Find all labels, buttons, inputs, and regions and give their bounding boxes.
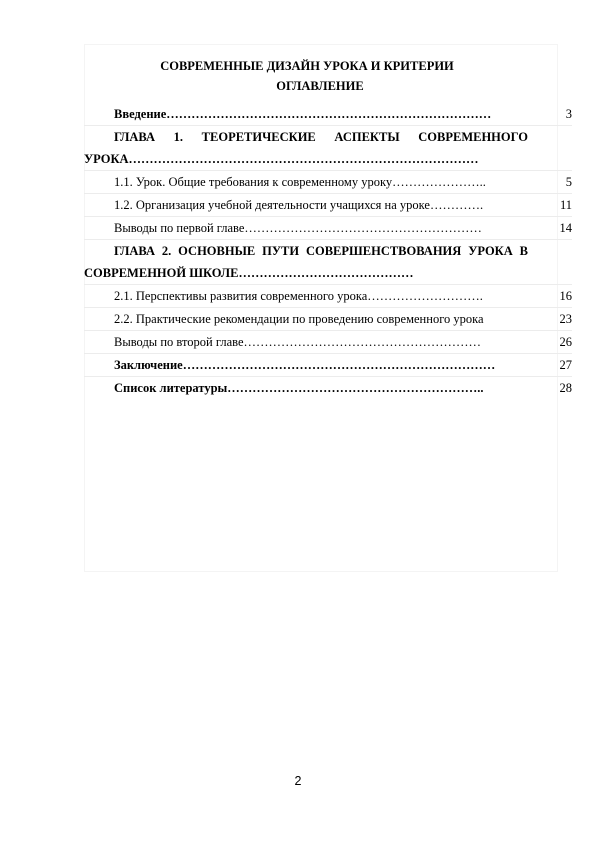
toc-row bbox=[84, 103, 572, 125]
title-line-1: СОВРЕМЕННЫЕ ДИЗАЙН УРОКА И КРИТЕРИИ bbox=[160, 59, 454, 73]
toc-page-number bbox=[528, 126, 572, 170]
toc-row bbox=[84, 307, 572, 330]
toc-entry-section-2-2[interactable]: 2.2. Практические рекомендации по проведению современного урока bbox=[114, 312, 484, 326]
toc-row bbox=[84, 330, 572, 353]
toc-row bbox=[84, 216, 572, 239]
toc-page-number: 11 bbox=[559, 198, 572, 212]
toc-entry-conclusions-1[interactable]: Выводы по первой главе………………………………………………… bbox=[114, 221, 482, 235]
toc-entry-conclusions-2[interactable]: Выводы по второй главе………………………………………………… bbox=[114, 335, 481, 349]
toc-entry-section-1-1[interactable]: 1.1. Урок. Общие требования к современному уроку………………….. bbox=[114, 175, 486, 189]
toc-page-number: 23 bbox=[559, 312, 572, 326]
toc-row bbox=[84, 170, 572, 193]
toc-entry-introduction[interactable]: Введение…………………………………………………………………… bbox=[114, 107, 492, 121]
toc-entry-chapter-2[interactable]: ГЛАВА 2. ОСНОВНЫЕ ПУТИ СОВЕРШЕНСТВОВАНИЯ УРОКА В СОВРЕМЕННОЙ ШКОЛЕ…………………………………… bbox=[84, 244, 528, 280]
toc-row bbox=[84, 239, 572, 284]
document-title bbox=[84, 56, 556, 96]
toc-page-number: 28 bbox=[559, 381, 572, 395]
toc-page-number: 5 bbox=[565, 175, 572, 189]
toc-page-number: 16 bbox=[559, 289, 572, 303]
toc-entry-chapter-1[interactable]: ГЛАВА 1. ТЕОРЕТИЧЕСКИЕ АСПЕКТЫ СОВРЕМЕННОГО УРОКА………………………………………………………………………… bbox=[84, 130, 528, 166]
toc-page-number: 26 bbox=[559, 335, 572, 349]
toc-entry-references[interactable]: Список литературы…………………………………………………….. bbox=[114, 381, 484, 395]
toc-entry-section-1-2[interactable]: 1.2. Организация учебной деятельности учащихся на уроке…………. bbox=[114, 198, 484, 212]
table-of-contents bbox=[84, 103, 572, 399]
toc-page-number: 3 bbox=[565, 107, 572, 121]
toc-entry-section-2-1[interactable]: 2.1. Перспективы развития современного урока………………………. bbox=[114, 289, 483, 303]
toc-heading: ОГЛАВЛЕНИЕ bbox=[276, 79, 364, 93]
toc-row bbox=[84, 193, 572, 216]
toc-row bbox=[84, 284, 572, 307]
toc-page-number: 14 bbox=[559, 221, 572, 235]
toc-entry-conclusion[interactable]: Заключение………………………………………………………………… bbox=[114, 358, 496, 372]
toc-row bbox=[84, 376, 572, 399]
toc-page-number: 27 bbox=[559, 358, 572, 372]
toc-row bbox=[84, 353, 572, 376]
toc-row bbox=[84, 125, 572, 170]
toc-page-number bbox=[528, 240, 572, 284]
page-number: 2 bbox=[294, 774, 302, 788]
